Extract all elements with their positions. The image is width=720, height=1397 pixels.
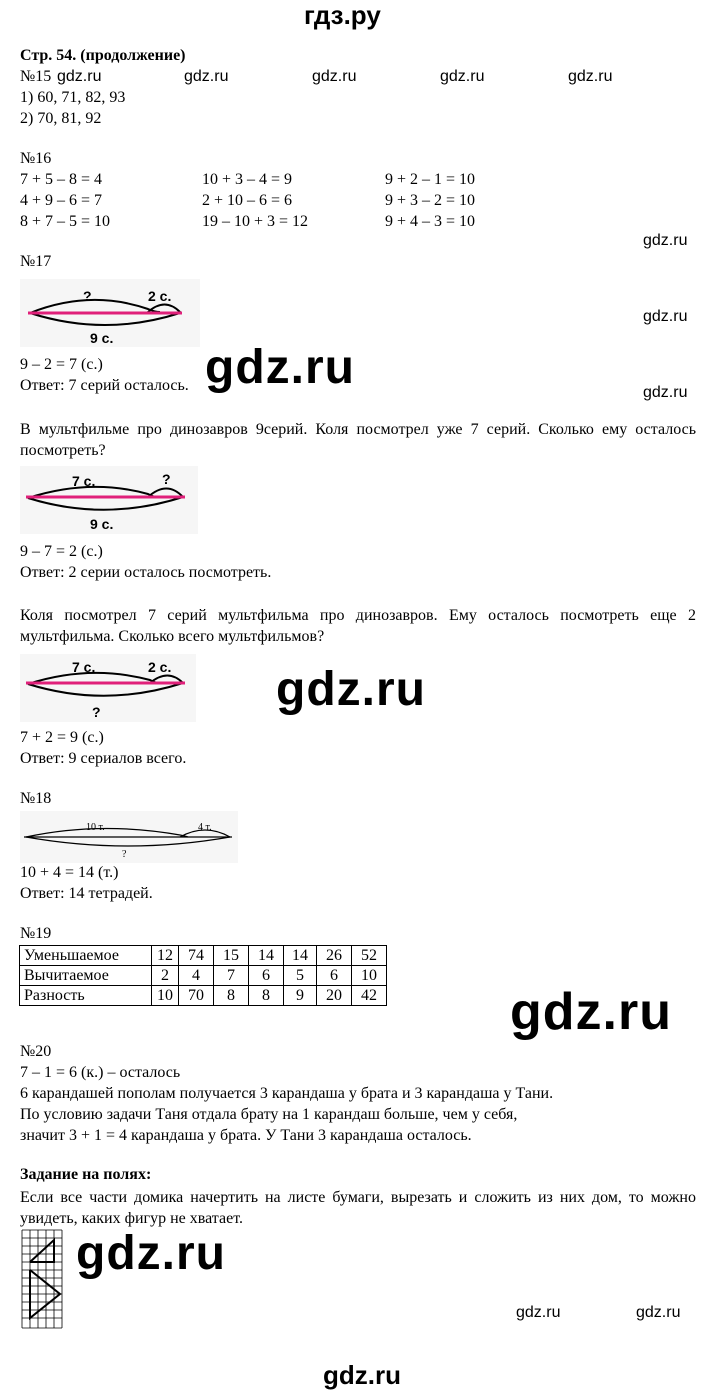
segment-diagram-3 [20,654,196,722]
margin-task-text: Если все части домика начертить на листе бумаги, вырезать и сложить из них дом, то можно увидеть, каких фигур не хватает. [20,1189,696,1227]
equation: 19 – 10 + 3 = 12 [202,213,309,230]
table-cell: 70 [179,986,214,1006]
watermark: gdz.ru [516,1304,561,1321]
row-label: Уменьшаемое [20,946,152,966]
task-16-number: №16 [20,150,52,167]
diagram-label: ? [83,288,92,304]
task-20-line-2: 6 карандашей пополам получается 3 карандаша у брата и 3 карандаша у Тани. [20,1085,554,1102]
diagram-label: 2 с. [148,288,172,304]
table-cell: 14 [249,946,284,966]
table-cell: 12 [152,946,179,966]
table-cell: 74 [179,946,214,966]
house-parts-grid-figure [20,1228,70,1330]
watermark: gdz.ru [643,384,688,401]
footer-watermark: gdz.ru [323,1360,401,1390]
diagram-label: 2 с. [148,659,172,675]
equation: 8 + 7 – 5 = 10 [20,213,111,230]
task-18-answer: Ответ: 14 тетрадей. [20,885,153,902]
table-row [20,986,387,1006]
task-17-answer-2: Ответ: 2 серии осталось посмотреть. [20,564,272,581]
task-15-line-1: 1) 60, 71, 82, 93 [20,89,126,106]
diagram-label: 7 с. [72,473,96,489]
equation: 2 + 10 – 6 = 6 [202,192,293,209]
table-cell: 5 [284,966,317,986]
diagram-label: 9 с. [90,516,114,532]
diagram-label: ? [122,849,127,860]
table-row [20,946,387,966]
task-17-problem-3: Коля посмотрел 7 серий мультфильма про динозавров. Ему осталось посмотреть еще 2 мультфильма. Сколько всего мультфильмов? [20,607,696,645]
table-cell: 8 [249,986,284,1006]
table-cell: 42 [352,986,387,1006]
segment-diagram-1 [20,279,200,347]
watermark: gdz.ru [76,1227,226,1280]
watermark: gdz.ru [57,68,102,85]
watermark: gdz.ru [440,68,485,85]
page-title: Стр. 54. (продолжение) [20,47,186,64]
table-cell: 10 [152,986,179,1006]
equation: 10 + 3 – 4 = 9 [202,171,293,188]
table-cell: 6 [317,966,352,986]
row-label: Разность [20,986,152,1006]
margin-task-title: Задание на полях: [20,1166,152,1183]
watermark: gdz.ru [510,983,672,1041]
equation: 7 + 5 – 8 = 4 [20,171,103,188]
row-label: Вычитаемое [20,966,152,986]
watermark: gdz.ru [184,68,229,85]
table-cell: 26 [317,946,352,966]
table-cell: 4 [179,966,214,986]
diagram-label: 4 т. [198,822,212,833]
task-20-number: №20 [20,1043,52,1060]
watermark: gdz.ru [643,232,688,249]
table-row [20,966,387,986]
task-17-equation-1: 9 – 2 = 7 (с.) [20,356,103,373]
watermark: gdz.ru [636,1304,681,1321]
equation: 9 + 2 – 1 = 10 [385,171,476,188]
segment-diagram-4 [20,811,238,863]
task-17-answer-1: Ответ: 7 серий осталось. [20,377,189,394]
task-17-equation-3: 7 + 2 = 9 (с.) [20,729,104,746]
diagram-label: ? [162,471,171,487]
table-cell: 20 [317,986,352,1006]
task-17-problem-2: В мультфильме про динозавров 9серий. Коля посмотрел уже 7 серий. Сколько ему осталось посмотреть? [20,421,696,459]
table-cell: 10 [352,966,387,986]
table-cell: 14 [284,946,317,966]
segment-diagram-2 [20,466,198,534]
diagram-label: 7 с. [72,659,96,675]
watermark: gdz.ru [643,308,688,325]
diagram-label: 9 с. [90,330,114,346]
task-17-number: №17 [20,253,52,270]
task-20-line-1: 7 – 1 = 6 (к.) – осталось [20,1064,181,1081]
table-cell: 6 [249,966,284,986]
diagram-label: ? [92,704,101,720]
watermark: gdz.ru [205,341,355,394]
table-cell: 7 [214,966,249,986]
task-15-number: №15 [20,68,52,85]
equation: 9 + 3 – 2 = 10 [385,192,476,209]
table-cell: 2 [152,966,179,986]
diagram-label: 10 т. [86,822,105,833]
table-cell: 8 [214,986,249,1006]
watermark: gdz.ru [276,663,426,716]
site-header[interactable]: гдз.ру [304,0,381,30]
task-15-line-2: 2) 70, 81, 92 [20,110,102,127]
task-17-equation-2: 9 – 7 = 2 (с.) [20,543,103,560]
equation: 4 + 9 – 6 = 7 [20,192,103,209]
watermark: gdz.ru [568,68,613,85]
table-cell: 9 [284,986,317,1006]
equation: 9 + 4 – 3 = 10 [385,213,476,230]
task-18-number: №18 [20,790,52,807]
task-20-line-3: По условию задачи Таня отдала брату на 1 карандаш больше, чем у себя, [20,1106,518,1123]
subtraction-table [19,945,387,1006]
task-20-line-4: значит 3 + 1 = 4 карандаша у брата. У Тани 3 карандаша осталось. [20,1127,472,1144]
table-cell: 52 [352,946,387,966]
table-cell: 15 [214,946,249,966]
task-18-equation: 10 + 4 = 14 (т.) [20,864,119,881]
task-17-answer-3: Ответ: 9 сериалов всего. [20,750,187,767]
watermark: gdz.ru [312,68,357,85]
task-19-number: №19 [20,925,52,942]
